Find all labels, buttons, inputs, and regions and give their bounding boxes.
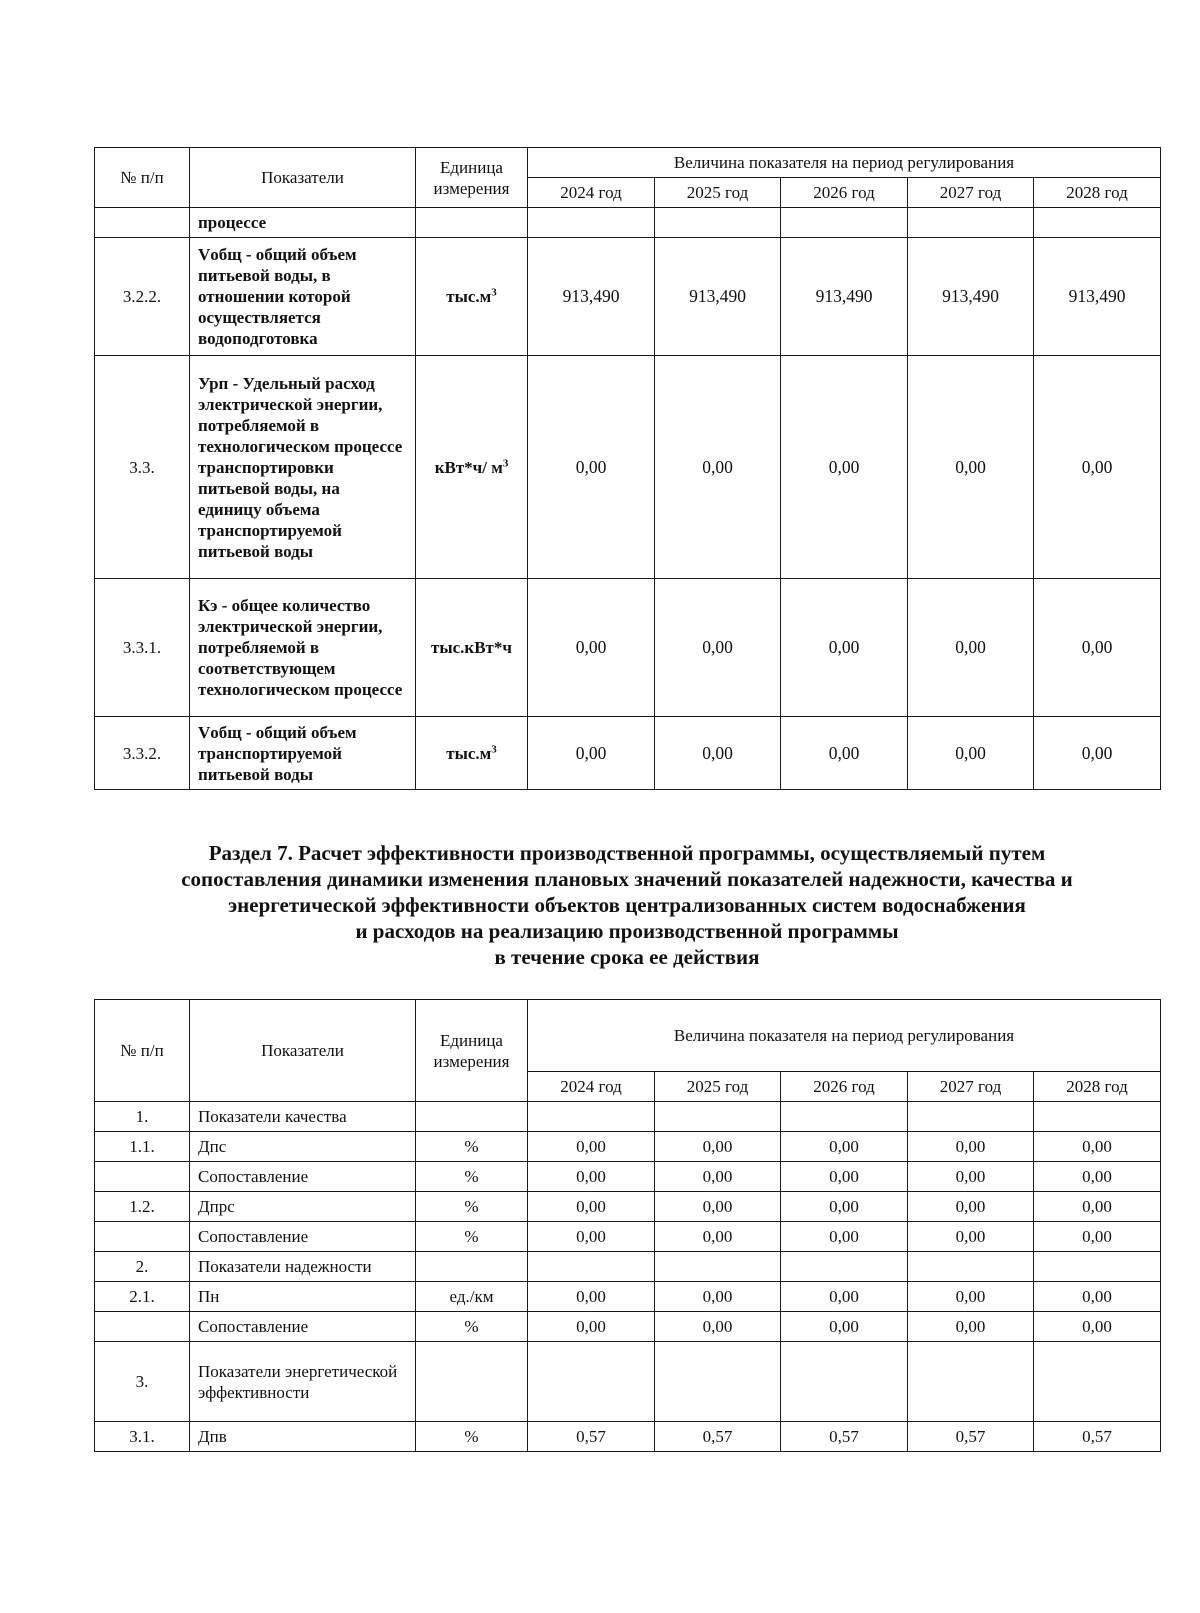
- row-value: [528, 1102, 655, 1132]
- row-value: 0,00: [1034, 717, 1161, 790]
- row-value: 0,57: [1034, 1422, 1161, 1452]
- row-indicator: Сопоставление: [190, 1162, 416, 1192]
- row-value: 0,00: [655, 1312, 781, 1342]
- row-unit: %: [416, 1192, 528, 1222]
- header-no: № п/п: [95, 1000, 190, 1102]
- row-value: 0,00: [908, 1162, 1034, 1192]
- row-value: [655, 1342, 781, 1422]
- table-row: [95, 1192, 1161, 1222]
- row-value: 0,00: [655, 717, 781, 790]
- row-unit: %: [416, 1162, 528, 1192]
- header-year: 2028 год: [1034, 1072, 1161, 1102]
- row-value: 0,00: [528, 1132, 655, 1162]
- header-year: 2025 год: [655, 1072, 781, 1102]
- row-value: [781, 1252, 908, 1282]
- row-value: [908, 1342, 1034, 1422]
- indicators-table-continued: [94, 147, 1161, 790]
- header-unit: Единица измерения: [416, 1000, 528, 1102]
- row-value: 913,490: [655, 238, 781, 356]
- row-number: 3.3.1.: [95, 579, 190, 717]
- row-number: 3.3.: [95, 356, 190, 579]
- row-value: 0,00: [528, 1192, 655, 1222]
- row-value: 0,57: [655, 1422, 781, 1452]
- row-number: 2.1.: [95, 1282, 190, 1312]
- row-value: [655, 1252, 781, 1282]
- row-value: [781, 1102, 908, 1132]
- header-no: № п/п: [95, 148, 190, 208]
- row-unit: $тыс.м^3$: [416, 238, 528, 356]
- row-number: [95, 1312, 190, 1342]
- row-value: 0,00: [1034, 1162, 1161, 1192]
- row-value: 0,00: [908, 1192, 1034, 1222]
- row-value: 0,00: [908, 717, 1034, 790]
- table-row: [95, 1162, 1161, 1192]
- row-value: [655, 1102, 781, 1132]
- row-indicator: Vобщ - общий объем транспортируемой питьевой воды: [190, 717, 416, 790]
- row-unit: %: [416, 1222, 528, 1252]
- heading-line: Раздел 7. Расчет эффективности производственной программы, осуществляемый путем: [208, 841, 1046, 865]
- table-row: [95, 717, 1161, 790]
- row-value: [1034, 208, 1161, 238]
- row-value: [655, 208, 781, 238]
- row-value: [528, 208, 655, 238]
- header-year: 2024 год: [528, 1072, 655, 1102]
- header-year: 2028 год: [1034, 178, 1161, 208]
- row-unit: [416, 1342, 528, 1422]
- table-row: [95, 1282, 1161, 1312]
- row-indicator: процессе: [190, 208, 416, 238]
- row-unit: %: [416, 1132, 528, 1162]
- row-number: 3.: [95, 1342, 190, 1422]
- row-value: 0,00: [1034, 1312, 1161, 1342]
- row-indicator: Показатели энергетической эффективности: [190, 1342, 416, 1422]
- table-row: [95, 208, 1161, 238]
- row-unit: %: [416, 1422, 528, 1452]
- row-value: 0,57: [908, 1422, 1034, 1452]
- table-row: [95, 579, 1161, 717]
- row-number: [95, 1222, 190, 1252]
- row-value: 0,00: [908, 579, 1034, 717]
- row-unit: [416, 208, 528, 238]
- row-value: 0,00: [781, 1192, 908, 1222]
- row-value: 0,00: [1034, 1132, 1161, 1162]
- row-value: 0,00: [528, 1162, 655, 1192]
- table-row: [95, 1222, 1161, 1252]
- row-indicator: Сопоставление: [190, 1312, 416, 1342]
- row-value: [908, 1252, 1034, 1282]
- row-number: 1.1.: [95, 1132, 190, 1162]
- row-indicator: Урп - Удельный расход электрической энергии, потребляемой в технологическом процессе транспортировки питьевой воды, на единицу объема транспортируемой питьевой воды: [190, 356, 416, 579]
- row-value: 0,00: [655, 579, 781, 717]
- row-value: 0,00: [781, 1132, 908, 1162]
- row-value: [781, 208, 908, 238]
- header-indicator: Показатели: [190, 148, 416, 208]
- row-value: [1034, 1102, 1161, 1132]
- row-value: [781, 1342, 908, 1422]
- row-value: [908, 1102, 1034, 1132]
- row-value: 0,00: [781, 1162, 908, 1192]
- row-value: 0,00: [655, 1282, 781, 1312]
- row-indicator: Кэ - общее количество электрической энергии, потребляемой в соответствующем технологическом процессе: [190, 579, 416, 717]
- row-value: 0,00: [781, 356, 908, 579]
- row-value: 913,490: [528, 238, 655, 356]
- table-row: [95, 1102, 1161, 1132]
- row-value: 0,00: [655, 356, 781, 579]
- row-number: [95, 1162, 190, 1192]
- row-value: 0,00: [528, 717, 655, 790]
- table-row: [95, 1132, 1161, 1162]
- row-value: 0,00: [781, 1282, 908, 1312]
- row-value: [908, 208, 1034, 238]
- table-row: [95, 356, 1161, 579]
- row-value: [1034, 1342, 1161, 1422]
- row-value: 0,00: [908, 1282, 1034, 1312]
- table-row: [95, 1252, 1161, 1282]
- row-value: 0,00: [655, 1162, 781, 1192]
- row-number: 3.2.2.: [95, 238, 190, 356]
- row-unit: ед./км: [416, 1282, 528, 1312]
- row-value: 0,00: [528, 1222, 655, 1252]
- row-indicator: Дпрс: [190, 1192, 416, 1222]
- row-number: 2.: [95, 1252, 190, 1282]
- row-value: 0,00: [1034, 579, 1161, 717]
- header-period: Величина показателя на период регулирования: [528, 1000, 1161, 1072]
- table-row: [95, 238, 1161, 356]
- row-value: 913,490: [1034, 238, 1161, 356]
- row-number: 1.2.: [95, 1192, 190, 1222]
- row-unit: [416, 1252, 528, 1282]
- row-value: 913,490: [781, 238, 908, 356]
- header-year: 2025 год: [655, 178, 781, 208]
- row-number: 1.: [95, 1102, 190, 1132]
- row-value: 913,490: [908, 238, 1034, 356]
- row-number: [95, 208, 190, 238]
- row-value: 0,00: [528, 1282, 655, 1312]
- row-value: 0,00: [908, 1132, 1034, 1162]
- row-indicator: Показатели надежности: [190, 1252, 416, 1282]
- row-unit: $тыс.м^3$: [416, 717, 528, 790]
- heading-line: сопоставления динамики изменения плановых значений показателей надежности, качества и: [181, 867, 1073, 891]
- heading-line: и расходов на реализацию производственной программы: [355, 919, 899, 943]
- header-year: 2024 год: [528, 178, 655, 208]
- row-value: 0,00: [781, 717, 908, 790]
- row-value: 0,57: [781, 1422, 908, 1452]
- row-value: 0,00: [1034, 1222, 1161, 1252]
- header-year: 2027 год: [908, 1072, 1034, 1102]
- table-row: [95, 1312, 1161, 1342]
- heading-line: энергетической эффективности объектов централизованных систем водоснабжения: [228, 893, 1026, 917]
- row-value: 0,00: [908, 1312, 1034, 1342]
- efficiency-table: [94, 999, 1161, 1452]
- table-row: [95, 1342, 1161, 1422]
- row-indicator: Дпв: [190, 1422, 416, 1452]
- header-year: 2027 год: [908, 178, 1034, 208]
- row-value: 0,00: [655, 1132, 781, 1162]
- header-year: 2026 год: [781, 178, 908, 208]
- row-value: 0,00: [781, 579, 908, 717]
- row-indicator: Дпс: [190, 1132, 416, 1162]
- row-value: 0,00: [1034, 1192, 1161, 1222]
- row-number: 3.1.: [95, 1422, 190, 1452]
- row-value: 0,00: [781, 1222, 908, 1252]
- row-value: 0,00: [528, 579, 655, 717]
- row-value: 0,00: [908, 356, 1034, 579]
- header-indicator: Показатели: [190, 1000, 416, 1102]
- row-unit: [416, 1102, 528, 1132]
- row-value: 0,00: [781, 1312, 908, 1342]
- row-value: 0,57: [528, 1422, 655, 1452]
- row-unit: кВт*ч/ $м^3$: [416, 356, 528, 579]
- row-value: 0,00: [528, 356, 655, 579]
- row-unit: тыс.кВт*ч: [416, 579, 528, 717]
- table-row: [95, 1422, 1161, 1452]
- header-year: 2026 год: [781, 1072, 908, 1102]
- row-indicator: Показатели качества: [190, 1102, 416, 1132]
- heading-line: в течение срока ее действия: [494, 945, 760, 969]
- row-indicator: Vобщ - общий объем питьевой воды, в отношении которой осуществляется водоподготовка: [190, 238, 416, 356]
- row-value: [528, 1342, 655, 1422]
- row-value: 0,00: [655, 1192, 781, 1222]
- row-number: 3.3.2.: [95, 717, 190, 790]
- row-indicator: Пн: [190, 1282, 416, 1312]
- row-indicator: Сопоставление: [190, 1222, 416, 1252]
- section-7-heading: [94, 840, 1160, 970]
- row-value: 0,00: [1034, 1282, 1161, 1312]
- row-value: 0,00: [528, 1312, 655, 1342]
- row-unit: %: [416, 1312, 528, 1342]
- row-value: 0,00: [908, 1222, 1034, 1252]
- row-value: [528, 1252, 655, 1282]
- header-period: Величина показателя на период регулирования: [528, 148, 1161, 178]
- row-value: 0,00: [655, 1222, 781, 1252]
- header-unit: Единица измерения: [416, 148, 528, 208]
- row-value: 0,00: [1034, 356, 1161, 579]
- row-value: [1034, 1252, 1161, 1282]
